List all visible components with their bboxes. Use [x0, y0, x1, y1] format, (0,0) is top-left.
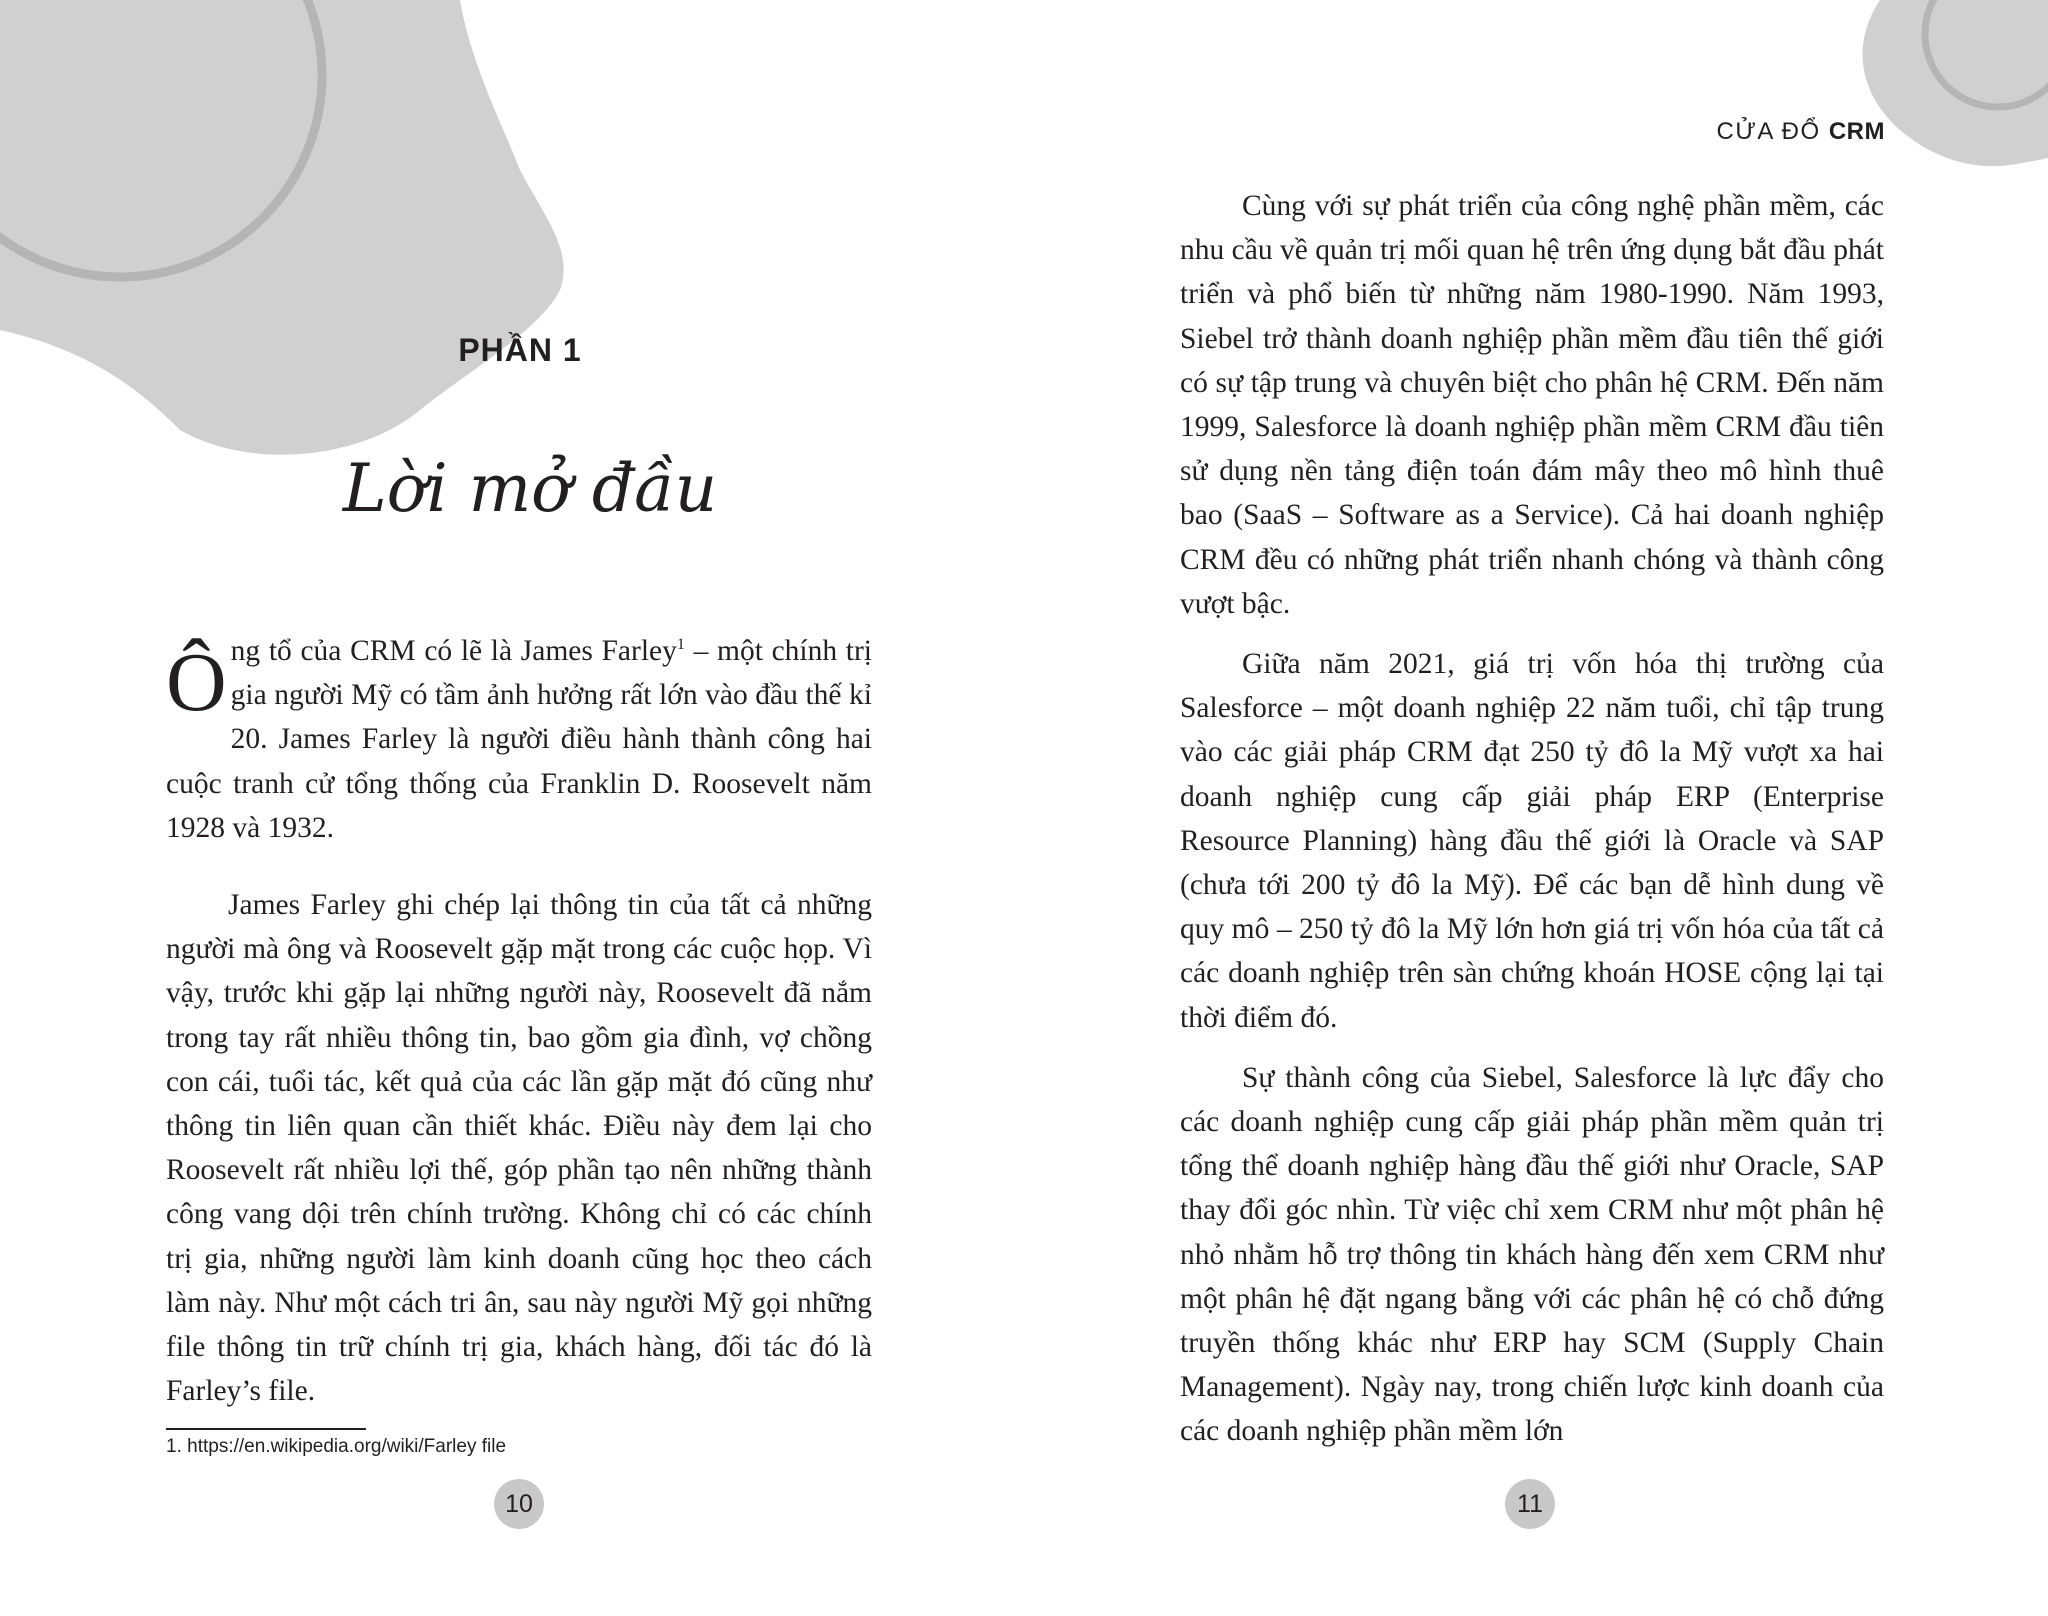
body-paragraph: Cùng với sự phát triển của công nghệ phần mềm, các nhu cầu về quản trị mối quan hệ trên ứng dụng bắt đầu phát triển và phổ biến từ những năm 1980-1990. Năm 1993, Siebel trở thành doanh nghiệp phần mềm đầu tiên thế giới có sự tập trung và chuyên biệt cho phân hệ CRM. Đến năm 1999, Salesforce là doanh nghiệp phần mềm CRM đầu tiên sử dụng nền tảng điện toán đám mây theo mô hình thuê bao (SaaS – Software as a Service). Cả hai doanh nghiệp CRM đều có những phát triển nhanh chóng và thành công vượt bậc.	[1180, 190, 1884, 620]
intro-paragraph	[166, 629, 872, 850]
body-paragraph: Sự thành công của Siebel, Salesforce là lực đẩy cho các doanh nghiệp cung cấp giải pháp phần mềm quản trị tổng thể doanh nghiệp hàng đầu thế giới như Oracle, SAP thay đổi góc nhìn. Từ việc chỉ xem CRM như một phân hệ nhỏ nhằm hỗ trợ thông tin khách hàng đến xem CRM như một phân hệ đặt ngang bằng với các phân hệ có chỗ đứng truyền thống khác như ERP hay SCM (Supply Chain Management). Ngày nay, trong chiến lược kinh doanh của các doanh nghiệp phần mềm lớn	[1180, 1061, 1884, 1448]
chapter-title: Lời mở đầu	[342, 450, 718, 527]
running-head	[1716, 118, 1885, 146]
left-body-text	[166, 629, 872, 1413]
right-body-text	[1180, 184, 1884, 1454]
running-head-bold: CRM	[1828, 118, 1885, 145]
footnote: 1. https://en.wikipedia.org/wiki/Farley file	[166, 1436, 507, 1457]
body-paragraph: James Farley ghi chép lại thông tin của tất cả những người mà ông và Roosevelt gặp mặt trong các cuộc họp. Vì vậy, trước khi gặp lại những người này, Roosevelt đã nắm trong tay rất nhiều thông tin, bao gồm gia đình, vợ chồng con cái, tuổi tác, kết quả của các lần gặp mặt đó cũng như thông tin liên quan cần thiết khác. Điều này đem lại cho Roosevelt rất nhiều lợi thế, góp phần tạo nên những thành công vang dội trên chính trường. Không chỉ có các chính trị gia, những người làm kinh doanh cũng học theo cách làm này. Như một cách tri ân, sau này người Mỹ gọi những file thông tin trữ chính trị gia, khách hàng, đối tác đó là Farley’s file.	[166, 889, 872, 1408]
page-number-right: 11	[1505, 1479, 1555, 1529]
running-head-light: CỬA ĐỔ	[1716, 118, 1821, 145]
body-paragraph: Giữa năm 2021, giá trị vốn hóa thị trường của Salesforce – một doanh nghiệp 22 năm tuổi, chỉ tập trung vào các giải pháp CRM đạt 250 tỷ đô la Mỹ vượt xa hai doanh nghiệp cung cấp giải pháp ERP (Enterprise Resource Planning) hàng đầu thế giới là Oracle và SAP (chưa tới 200 tỷ đô la Mỹ). Để các bạn dễ hình dung về quy mô – 250 tỷ đô la Mỹ lớn hơn giá trị vốn hóa của tất cả các doanh nghiệp trên sàn chứng khoán HOSE cộng lại tại thời điểm đó.	[1180, 648, 1884, 1034]
footnote-rule	[166, 1428, 366, 1430]
intro-text-start: ng tổ của CRM có lẽ là James Farley	[230, 635, 677, 667]
footnote-reference[interactable]: 1	[676, 636, 685, 654]
drop-cap: Ô	[166, 636, 227, 729]
page-number-left: 10	[494, 1479, 544, 1529]
part-label: PHẦN 1	[458, 332, 582, 368]
intro-text-end: – một chính trị gia người Mỹ có tầm ảnh hưởng rất lớn vào đầu thế kỉ 20. James Farley là người điều hành thành công hai cuộc tranh cử tổng thống của Franklin D. Roosevelt năm 1928 và 1932.	[166, 635, 872, 844]
